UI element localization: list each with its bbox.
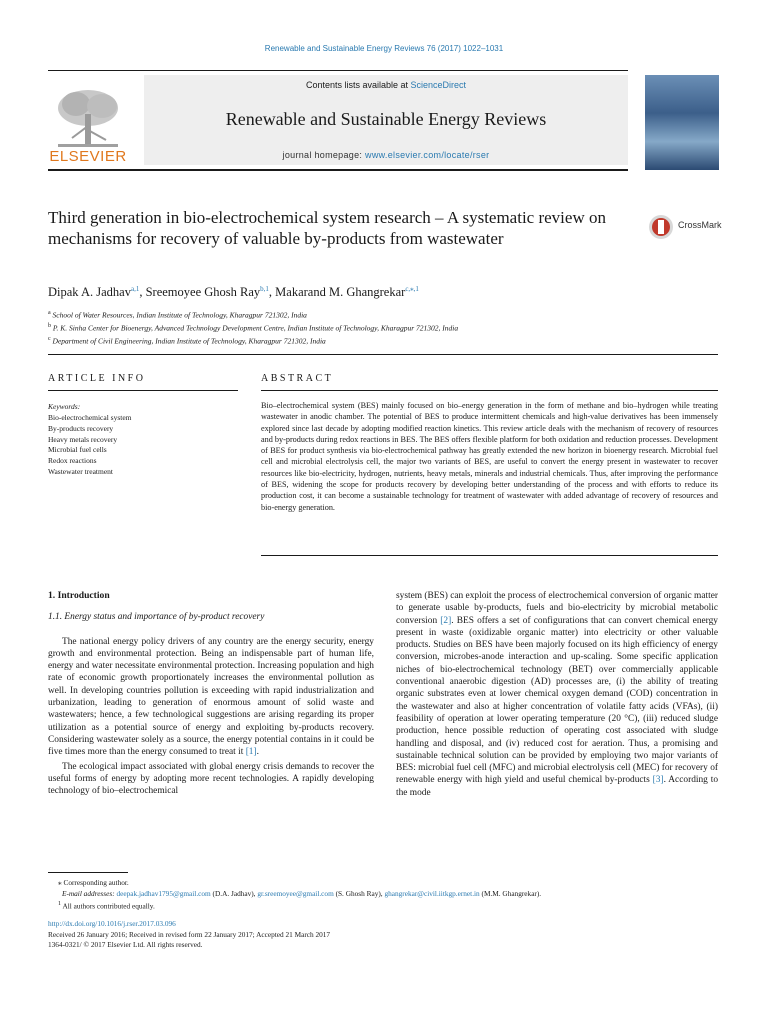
keyword-item[interactable]: Wastewater treatment [48,466,113,476]
corresponding-author-note: ⁎ Corresponding author. [58,878,129,887]
author-name[interactable]: Makarand M. Ghangrekar [275,285,406,300]
keywords-list [48,413,132,478]
journal-cover-image[interactable] [645,75,719,170]
reference-link[interactable]: [2] [440,615,452,626]
section-heading: 1. Introduction [48,590,110,601]
crossmark-icon [648,212,674,242]
publication-info [48,919,718,951]
author-list: Dipak A. Jadhav$^{a,1}$, Sreemoyee Ghosh Ray$^{b,1}$, Makarand M. Ghangrekar$^{c,⁎,1}$ [48,285,419,300]
article-info-rule [48,390,238,391]
email-link[interactable]: ghangrekar@civil.iitkgp.ernet.in [384,888,480,898]
journal-masthead [144,75,628,165]
keyword-item[interactable]: Bio-electrochemical system [48,413,132,422]
header-rule-bottom [48,169,628,171]
affiliation-item: $^b$ P. K. Sinha Center for Bioenergy, Advanced Technology Development Centre, Indian Institute of Technology, Kharagpur 721302, India [48,323,459,333]
homepage-link[interactable]: www.elsevier.com/locate/rser [365,150,490,160]
footnote-rule [48,872,128,873]
body-column-right [396,590,718,799]
article-info-heading: ARTICLE INFO [48,373,146,384]
keyword-item[interactable]: Heavy metals recovery [48,434,118,444]
elsevier-wordmark: ELSEVIER [49,148,127,165]
equal-contribution-note: $^1$ All authors contributed equally. [58,901,155,911]
affiliation-item: $^c$ Department of Civil Engineering, Indian Institute of Technology, Kharagpur 721302, India [48,336,326,346]
copyright: 1364-0321/ © 2017 Elsevier Ltd. All rights reserved. [48,940,203,949]
abstract-heading: ABSTRACT [261,373,334,384]
author-name[interactable]: Dipak A. Jadhav [48,285,131,300]
reference-link[interactable]: [1] [245,747,257,758]
crossmark-badge[interactable] [648,212,728,242]
author-name[interactable]: Sreemoyee Ghosh Ray [145,285,261,300]
received-dates: Received 26 January 2016; Received in revised form 22 January 2017; Accepted 21 March 2017 [48,929,331,939]
keyword-item[interactable]: By-products recovery [48,423,114,433]
body-column-left [48,590,374,799]
section-rule [48,354,718,355]
keywords-label: Keywords: [48,402,81,411]
email-link[interactable]: deepak.jadhav1795@gmail.com [116,888,211,898]
email-addresses: E-mail addresses: deepak.jadhav1795@gmail.com (D.A. Jadhav), gr.sreemoyee@gmail.com (S. Ghosh Ray), ghangrekar@civil.iitkgp.ernet.in (M.M. Ghangrekar). [62,888,542,898]
doi-link[interactable]: http://dx.doi.org/10.1016/j.rser.2017.03.096 [48,919,176,928]
abstract-rule [261,390,718,391]
abstract-rule-bottom [261,555,718,556]
footnotes [48,878,718,912]
subsection-heading: 1.1. Energy status and importance of by-product recovery [48,612,265,623]
journal-citation-link[interactable]: Renewable and Sustainable Energy Reviews 76 (2017) 1022–1031 [264,44,504,53]
affiliation-item: $^a$ School of Water Resources, Indian Institute of Technology, Kharagpur 721302, India [48,310,307,320]
keyword-item[interactable]: Redox reactions [48,456,97,466]
affiliations [48,308,718,347]
email-link[interactable]: gr.sreemoyee@gmail.com [257,888,334,898]
sciencedirect-link[interactable]: ScienceDirect [410,80,467,90]
body-paragraph: The ecological impact associated with global energy crisis demands to recover the useful forms of energy by adopting more recent technologies. A rapidly developing technology of bio–electrochemical [48,761,374,797]
header-rule-top [48,70,628,71]
journal-title: Renewable and Sustainable Energy Reviews [225,109,547,129]
body-paragraph: system (BES) can exploit the process of electrochemical conversion of organic matter to generate usable by-products, fuels and bio-electricity by microbial metabolic conversion [2]. BES offers a set of configurations that can convert chemical energy present in waste (oxidizable organic matter) into electricity or other valuable products. Studies on BES have been majorly focused on its high efficiency of energy conversion, microbes-anode interaction and up-scaling. Some specific application niches of bio-electrochemical technology (BET) over commercially applicable conventional anaerobic digestion (AD) processes are, (i) the ability of treating organic substrates even at lower chemical oxygen demand (COD) concentration in the wastewater and also at higher concentration of volatile fatty acids (VFAs), (ii) feasibility of operation at lower operating temperature (20 °C), (iii) reduced sludge production, hence possible reduction of operating cost associated with sludge handling and disposal, and (iv) reduced cost for aeration. Thus, a promising and sustainable technical solution can be provided by employing two major variants of BES: microbial fuel cell (MFC) and microbial electrolysis cell (MEC) for recovery of renewable energy with high yield and useful chemical by-products [3]. According to the mode [396,591,719,798]
journal-homepage: journal homepage: www.elsevier.com/locate/rser [282,150,490,160]
crossmark-label: CrossMark [678,220,722,230]
contents-available: Contents lists available at ScienceDirect [305,80,467,90]
body-paragraph: The national energy policy drivers of any country are the energy security, energy growth and environmental protection. Being an indispensable part of human life, energy and water necessitate environmental protection. Increasing population and high rate of economic growth proportionately increases the environmental pollution as well. In developing countries pollution is exceeding with rapid industrialization and urbanization, leading to generation of enormous amount of solid waste and wastewaters; hence, a few technological suggestions are arising regarding its proper utilization as a potential source of energy and exploiting by-products recovery. Considering wastewater solely as a source, the energy potential contains in it could be five times more than the energy consumed to treat it [1]. [48,636,374,758]
reference-link[interactable]: [3] [652,775,664,786]
article-title: Third generation in bio-electrochemical system research – A systematic review on mechanisms for recovery of valuable by-products from wastewater [48,208,606,248]
keyword-item[interactable]: Microbial fuel cells [48,445,107,455]
abstract-text: Bio–electrochemical system (BES) mainly focused on bio–energy generation in the form of methane and bio–hydrogen while treating wastewater in anodic chamber. The potential of BES to produce intermittent chemicals and high-value derivatives has been immensely explored since last decade by adopting modified reaction kinetics. This review article deals with the mechanism of recovery of resources and by-products during redox reactions in BES. The BES offers flexible platform for both oxidation and reduction processes. Development of BES for product synthesis via bio-electrochemical pathway has greatly extended the new horizon in bioenergy research. Microbial fuel cell and microbial electrolysis cell, the major two variants of BES, are useful to convert the energy present in wastewater to recover resources like bio-electricity, hydrogen, nutrients, heavy metals, minerals and industrial chemicals. Thus, after improving the performance of BES, widening the scope for products recovery by developing better understanding of the process and with efforts to reduce its production cost, it can become a sustainable technology for treatment of wastewater with added advantage of recovery of resources and bio-energy generation. [261,401,718,512]
